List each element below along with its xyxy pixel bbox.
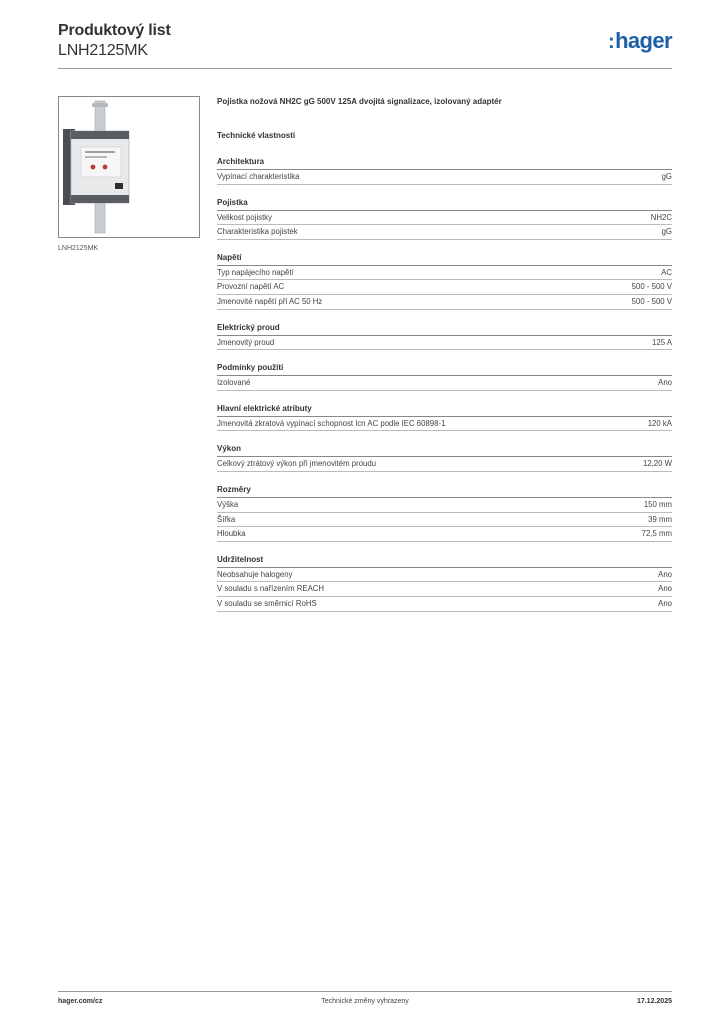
property-value: Ano xyxy=(658,569,672,579)
property-row xyxy=(217,336,672,351)
property-row xyxy=(217,513,672,528)
property-label: Šířka xyxy=(217,514,236,524)
header-divider xyxy=(58,68,672,69)
property-value: gG xyxy=(661,227,672,237)
footer-website[interactable]: hager.com/cz xyxy=(58,998,103,1005)
property-value: 150 mm xyxy=(643,499,672,509)
property-value: AC xyxy=(661,267,672,277)
section-title: Podmínky použití xyxy=(217,362,672,376)
property-row xyxy=(217,457,672,472)
property-value: 125 A xyxy=(652,337,672,347)
property-row xyxy=(217,280,672,295)
property-section xyxy=(217,322,672,351)
section-title: Udržitelnost xyxy=(217,554,672,568)
property-section xyxy=(217,403,672,432)
property-value: Ano xyxy=(658,378,672,388)
property-value: Ano xyxy=(658,584,672,594)
property-section xyxy=(217,252,672,310)
property-row xyxy=(217,170,672,185)
property-label: Izolované xyxy=(217,378,251,388)
section-title: Architektura xyxy=(217,156,672,170)
property-row xyxy=(217,211,672,226)
property-value: Ano xyxy=(658,598,672,608)
property-value: 500 - 500 V xyxy=(631,282,672,292)
property-row xyxy=(217,225,672,240)
property-section xyxy=(217,197,672,240)
page-header xyxy=(58,22,672,70)
property-label: Celkový ztrátový výkon při jmenovitém proudu xyxy=(217,459,377,469)
property-row xyxy=(217,295,672,310)
property-value: gG xyxy=(661,172,672,181)
footer-divider xyxy=(58,991,672,992)
fuse-illustration xyxy=(59,97,199,237)
product-image xyxy=(58,96,200,238)
property-row xyxy=(217,417,672,432)
section-title: Elektrický proud xyxy=(217,322,672,336)
property-row xyxy=(217,597,672,612)
property-label: Jmenovitý proud xyxy=(217,337,275,347)
section-title: Hlavní elektrické atributy xyxy=(217,403,672,417)
property-label: V souladu s nařízením REACH xyxy=(217,584,325,594)
footer-date: 17.12.2025 xyxy=(636,998,672,1005)
property-label: Provozní napětí AC xyxy=(217,282,285,292)
section-title: Výkon xyxy=(217,443,672,457)
logo-text: hager xyxy=(615,28,672,53)
property-label: Charakteristika pojistek xyxy=(217,227,298,237)
property-row xyxy=(217,498,672,513)
property-value: 72,5 mm xyxy=(641,529,672,539)
property-label: Výška xyxy=(217,499,239,509)
property-label: Jmenovitá zkratová vypínací schopnost Icn AC podle IEC 60898-1 xyxy=(217,418,446,428)
property-section xyxy=(217,443,672,472)
technical-properties-heading: Technické vlastnosti xyxy=(217,131,296,140)
property-value: 39 mm xyxy=(648,514,672,524)
property-section xyxy=(217,484,672,542)
property-value: NH2C xyxy=(650,212,672,222)
property-label: Hloubka xyxy=(217,529,246,539)
property-row xyxy=(217,266,672,281)
property-label: Typ napájecího napětí xyxy=(217,267,294,277)
page-title: Produktový list xyxy=(58,22,171,39)
product-code: LNH2125MK xyxy=(58,42,148,59)
product-description: Pojistka nožová NH2C gG 500V 125A dvojitá signalizace, izolovaný adaptér xyxy=(217,97,502,106)
property-section xyxy=(217,156,672,185)
hager-logo: :hager xyxy=(608,28,672,53)
property-value: 120 kA xyxy=(647,418,672,428)
section-title: Rozměry xyxy=(217,484,672,498)
section-title: Pojistka xyxy=(217,197,672,211)
property-label: Neobsahuje halogeny xyxy=(217,569,293,579)
property-label: V souladu se směrnicí RoHS xyxy=(217,598,317,608)
property-label: Velikost pojistky xyxy=(217,212,273,222)
property-label: Jmenovité napětí při AC 50 Hz xyxy=(217,296,323,306)
property-label: Vypínací charakteristika xyxy=(217,172,300,181)
property-row xyxy=(217,568,672,583)
footer-notice: Technické změny vyhrazeny xyxy=(321,998,409,1005)
property-row xyxy=(217,582,672,597)
properties-sections xyxy=(217,156,672,612)
property-row xyxy=(217,376,672,391)
image-caption: LNH2125MK xyxy=(58,245,99,252)
property-section xyxy=(217,554,672,612)
property-value: 500 - 500 V xyxy=(631,296,672,306)
property-section xyxy=(217,362,672,391)
property-row xyxy=(217,527,672,542)
property-value: 12,20 W xyxy=(642,459,672,469)
product-details xyxy=(217,96,672,612)
section-title: Napětí xyxy=(217,252,672,266)
